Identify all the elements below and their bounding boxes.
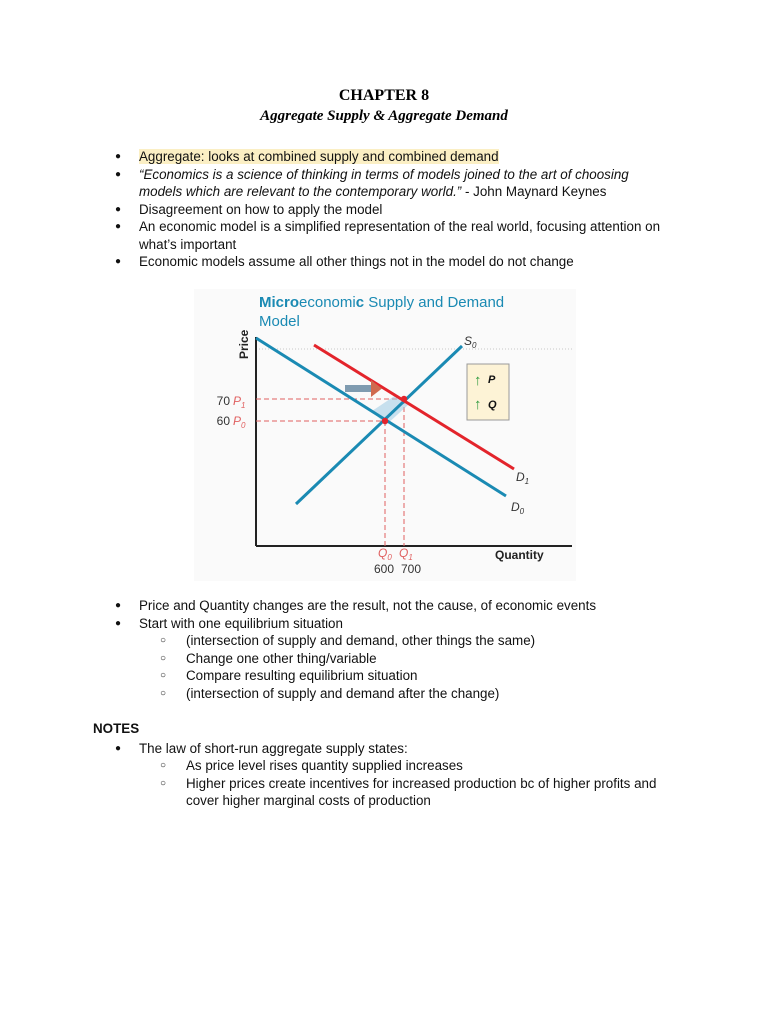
legend-price-label: P [488,374,496,386]
sub-list-item [0,775,686,810]
figure-title-line2: Model [259,313,300,330]
figure-title: Microeconomic Supply and Demand [259,294,505,311]
list-item-text: Price and Quantity changes are the result, not the cause, of economic events [139,598,597,613]
list-item [0,148,675,166]
supply-demand-figure [194,289,576,581]
equilibrium-point-new [401,396,407,402]
curve-subscript: 0 [472,341,477,350]
list-item-text: Higher prices create incentives for increased production bc of higher profits and cover higher marginal costs of production [186,775,657,808]
list-item-text: (intersection of supply and demand, other things the same) [186,633,536,648]
quantity-symbol: Q [399,546,409,560]
list-item-text: Economic models assume all other things not in the model do not change [139,254,574,269]
quantity-value-q1: 700 [400,562,422,576]
middle-sub-bullet-list [0,632,686,702]
x-axis-label: Quantity [495,548,544,562]
price-up-arrow-icon: ↑ [474,372,482,389]
keynes-quote: “Economics is a science of thinking in terms of models joined to the art of choosing models which are relevant to the contemporary world.” [139,166,629,199]
price-value-p1: 70 [216,394,230,408]
price-symbol: P [233,394,242,408]
sub-list-item [0,757,686,775]
quantity-subscript: 0 [387,553,392,562]
curve-subscript: 0 [519,507,525,516]
price-value-p0: 60 [216,414,230,428]
list-item [0,597,675,615]
equilibrium-point-initial [382,418,388,424]
list-item-text: Change one other thing/variable [186,650,377,666]
shift-arrow-body [345,385,371,392]
list-item [0,740,675,758]
middle-bullet-list [0,597,675,632]
quantity-subscript: 1 [408,553,413,562]
sub-list-item [0,650,686,668]
list-item-text: Compare resulting equilibrium situation [186,668,418,683]
price-subscript: 1 [241,401,246,410]
highlighted-text: Aggregate: looks at combined supply and combined demand [139,149,499,164]
sub-list-item [0,685,686,703]
curve-subscript: 1 [524,477,530,486]
price-subscript: 0 [241,421,246,430]
curve-symbol: S [464,334,473,348]
sub-list-item [0,632,686,650]
quote-attribution: - John Maynard Keynes [461,184,607,199]
notes-sub-bullet-list [0,757,686,810]
list-item-text: Start with one equilibrium situation [139,615,343,631]
price-symbol: P [233,414,242,428]
curve-symbol: D [516,470,525,484]
list-item [0,166,675,201]
list-item-text: As price level rises quantity supplied increases [186,758,463,773]
quantity-symbol: Q [378,546,388,560]
quantity-value-q0: 600 [373,562,395,576]
list-item-text: Disagreement on how to apply the model [139,201,383,217]
list-item-text: The law of short-run aggregate supply states: [139,741,408,756]
legend-quantity-label: Q [488,399,497,411]
chapter-subtitle: Aggregate Supply & Aggregate Demand [260,108,508,124]
notes-heading: NOTES [93,721,140,736]
list-item-text: An economic model is a simplified representation of the real world, focusing attention on what’s important [139,219,661,252]
list-item-text: (intersection of supply and demand after the change) [186,685,500,701]
quantity-up-arrow-icon: ↑ [474,396,482,413]
supply-demand-chart [194,289,576,581]
notes-bullet-list [0,740,675,758]
sub-list-item [0,667,686,685]
list-item [0,615,675,633]
list-item [0,253,675,271]
y-axis-label: Price [237,329,251,359]
list-item [0,218,675,253]
list-item [0,201,675,219]
curve-symbol: D [511,500,520,514]
chapter-title: CHAPTER 8 [338,87,430,104]
intro-bullet-list [0,148,675,271]
